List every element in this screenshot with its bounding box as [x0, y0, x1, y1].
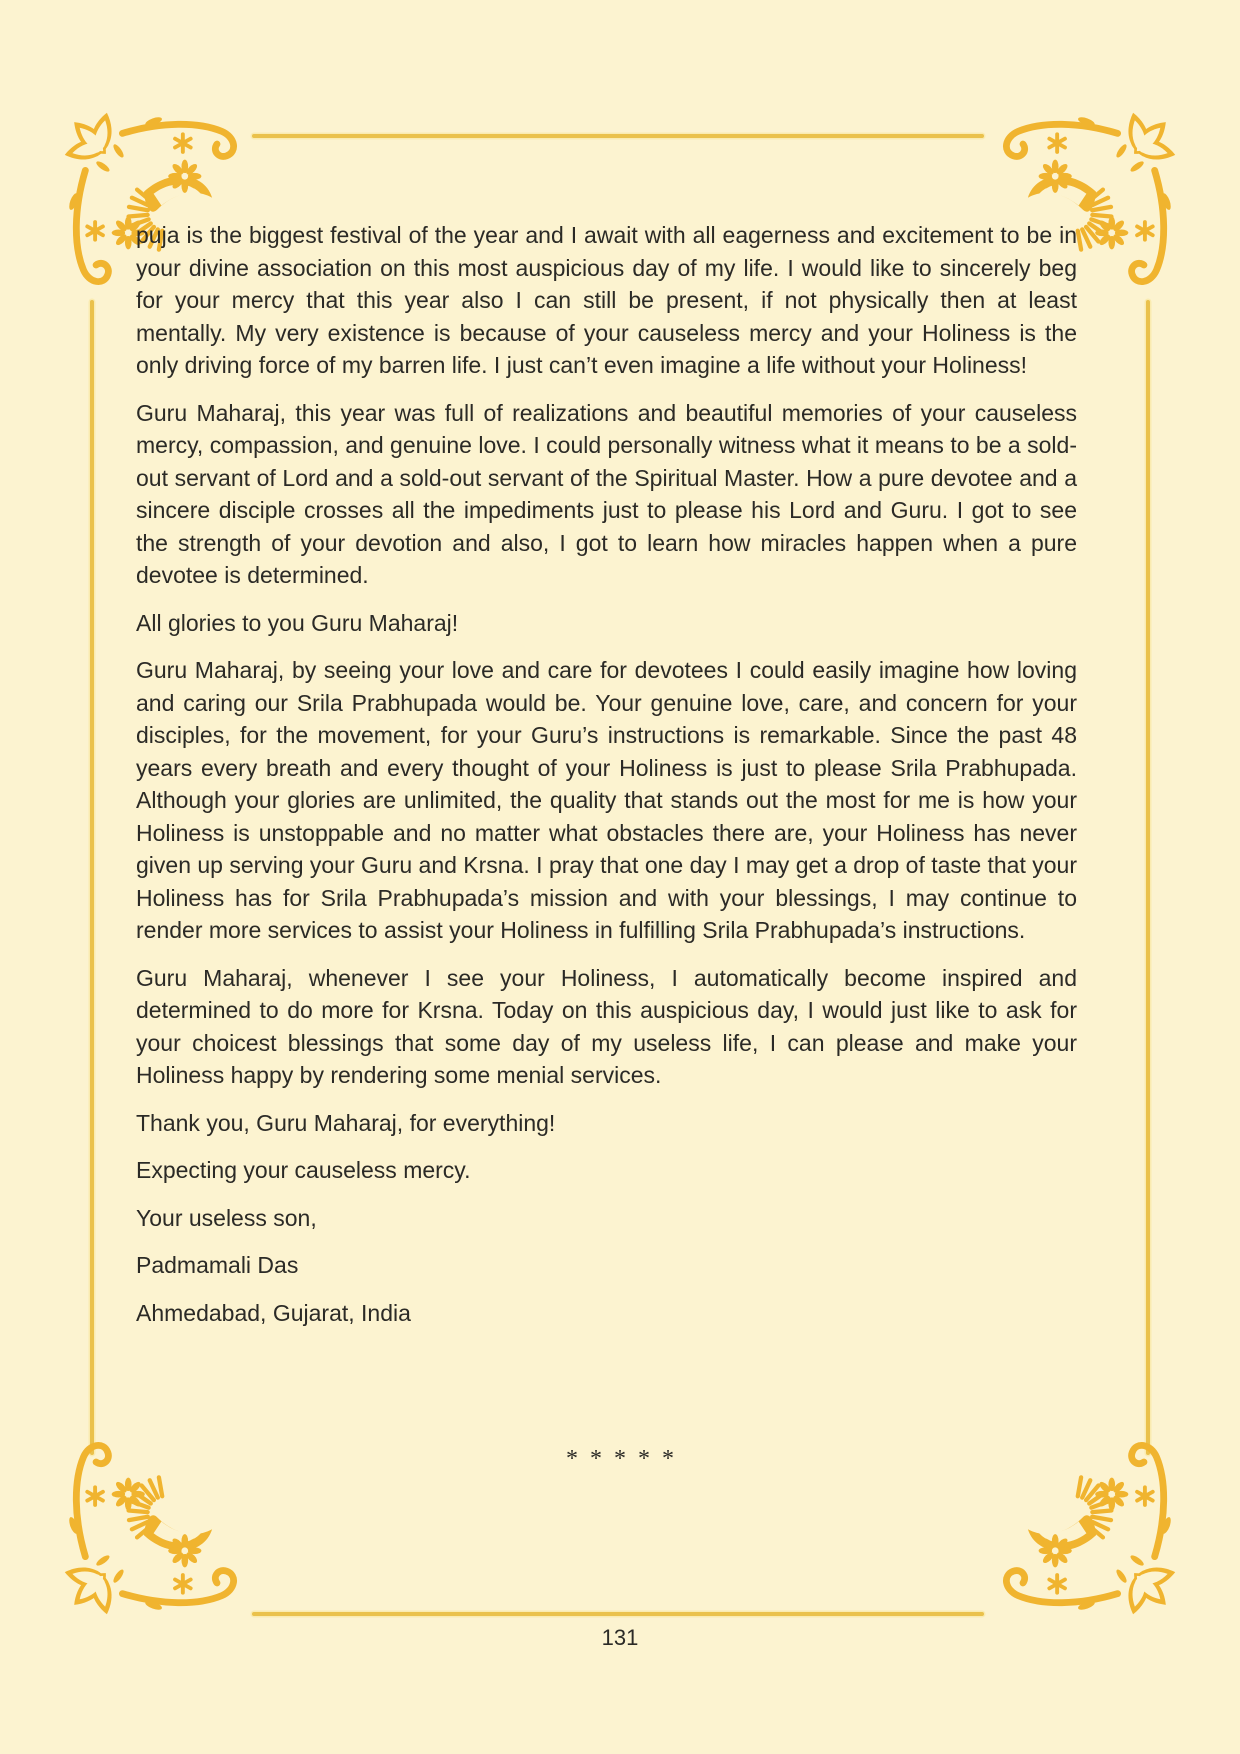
letter-paragraph: All glories to you Guru Maharaj!	[136, 609, 459, 636]
letter-paragraph: puja is the biggest festival of the year and I await with all eagerness and excitement to be in your divine association on this most auspicious day of my life. I would like to sincerely beg for your mercy that this year also I can still be present, if not physically then at least mentally. My very existence is because of your causeless mercy and your Holiness is the only driving force of my barren life. I just can’t even imagine a life without your Holiness!	[136, 222, 1077, 378]
border-line-right	[1146, 300, 1150, 1455]
letter-paragraph: Guru Maharaj, this year was full of realizations and beautiful memories of your causeless mercy, compassion, and genuine love. I could personally witness what it means to be a sold-out servant of Lord and a sold-out servant of the Spiritual Master. How a pure devotee and a sincere disciple crosses all the impediments just to please his Lord and Guru. I got to see the strength of your devotion and also, I got to learn how miracles happen when a pure devotee is determined.	[136, 399, 1077, 588]
letter-body	[136, 219, 1077, 1344]
letter-paragraph: Guru Maharaj, by seeing your love and care for devotees I could easily imagine how loving and caring our Srila Prabhupada would be. Your genuine love, care, and concern for your disciples, for the movement, for your Guru’s instructions is remarkable. Since the past 48 years every breath and every thought of your Holiness is just to please Srila Prabhupada. Although your glories are unlimited, the quality that stands out the most for me is how your Holiness is unstoppable and no matter what obstacles there are, your Holiness has never given up serving your Guru and Krsna. I pray that one day I may get a drop of taste that your Holiness has for Srila Prabhupada’s mission and with your blessings, I may continue to render more services to assist your Holiness in fulfilling Srila Prabhupada’s instructions.	[136, 657, 1077, 943]
page-number: 131	[601, 1625, 639, 1650]
section-divider-stars: * * * * *	[566, 1446, 674, 1472]
letter-paragraph: Expecting your causeless mercy.	[136, 1157, 471, 1183]
letter-author-location: Ahmedabad, Gujarat, India	[136, 1299, 411, 1326]
letter-paragraph: Guru Maharaj, whenever I see your Holiness, I automatically become inspired and determined to do more for Krsna. Today on this auspicious day, I would just like to ask for your choicest blessings that some day of my useless life, I can please and make your Holiness happy by rendering some menial services.	[136, 964, 1077, 1088]
letter-signoff: Your useless son,	[136, 1204, 317, 1231]
border-line-top	[252, 134, 984, 138]
border-line-bottom	[252, 1612, 984, 1616]
letter-author-name: Padmamali Das	[136, 1252, 299, 1278]
letter-paragraph: Thank you, Guru Maharaj, for everything!	[136, 1109, 556, 1136]
border-line-left	[90, 300, 94, 1455]
